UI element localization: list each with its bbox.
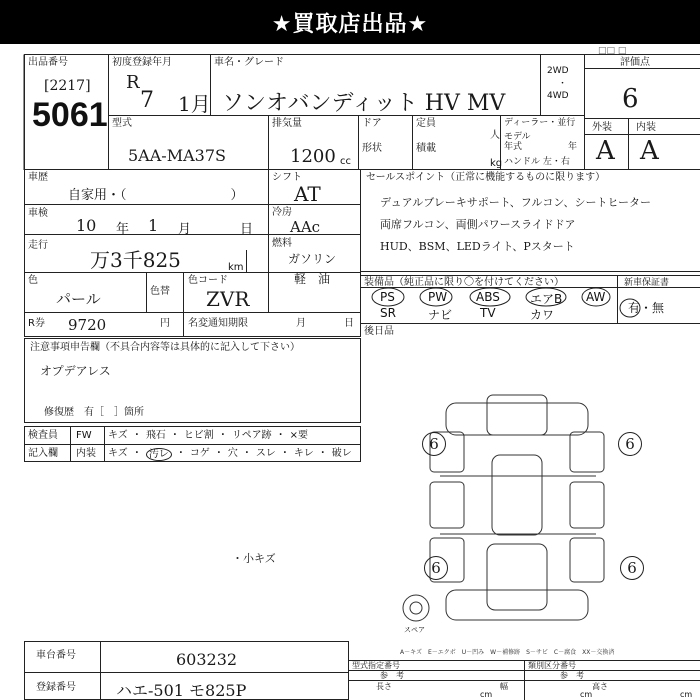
tire-mark-front-left: 6: [422, 432, 446, 456]
drive-2wd: 2WD: [547, 66, 569, 76]
legend-dirt: 汚レ: [146, 448, 172, 461]
reg-no: ハエ-501 モ825P: [116, 681, 247, 700]
length-label: 長さ: [376, 682, 392, 691]
height-unit: cm: [680, 690, 693, 699]
ac-value: AAc: [290, 218, 321, 236]
handle-label: ハンドル 左・右: [504, 157, 570, 167]
recycle-yen: 円: [160, 318, 170, 329]
legend-hibiware: ヒビ割: [183, 430, 214, 441]
equip-ps: PS: [380, 290, 395, 304]
inspection-label: 車検: [28, 208, 48, 219]
height-label: 高さ: [592, 682, 608, 691]
diagram-legend: A－キズ E－エクボ U－凹み W－補修跡 S－サビ C－腐食 XX－交換済: [400, 649, 615, 656]
model-type-label: 型式: [112, 118, 132, 129]
legend-hole: 穴: [227, 448, 238, 459]
length-unit: cm: [480, 690, 493, 699]
equip-aw: AW: [586, 290, 606, 304]
equip-navi: ナビ: [428, 308, 453, 322]
legend-burn: コゲ: [189, 448, 210, 459]
drive-separator: ・: [558, 79, 568, 89]
diagram-note: ・小キズ: [232, 552, 276, 565]
interior-label: 内装: [636, 122, 656, 133]
mileage-value: 万3千825: [90, 248, 181, 272]
color-code-label: 色コード: [188, 275, 228, 286]
recycle-value: 9720: [68, 316, 107, 334]
sales-point-2: 両席フルコン、両側パワースライドドア: [380, 218, 576, 231]
sales-point-1: デュアルブレーキサポート、フルコン、シートヒーター: [380, 196, 652, 209]
grade-label: 評価点: [620, 57, 650, 68]
grade-score: 6: [622, 84, 639, 114]
equipment-label: 装備品（純正品に限り〇を付けてください）: [364, 277, 564, 288]
kg-unit: kg: [490, 158, 503, 169]
legend-row-1: キズ ・ 飛石 ・ ヒビ割 ・ リペア跡 ・ ×要: [108, 430, 309, 441]
tire-mark-rear-right: 6: [620, 556, 644, 580]
entry-label: 記入欄: [28, 448, 58, 459]
shift-value: AT: [294, 182, 321, 206]
inspection-day-unit: 日: [240, 222, 254, 237]
fuel-label: 燃料: [272, 238, 292, 249]
naiso-label: 内装: [76, 448, 96, 459]
inspection-year: 10: [76, 216, 97, 235]
legend-tobiishi: 飛石: [145, 430, 166, 441]
fuel-value: ガソリン: [288, 252, 337, 266]
equip-leather: カワ: [530, 308, 555, 322]
dealer-label: ディーラー・並行: [504, 118, 576, 128]
model-year-unit: 年: [568, 142, 578, 152]
legend-cut: キレ: [293, 448, 314, 459]
width-unit: cm: [580, 690, 593, 699]
shift-label: シフト: [272, 172, 302, 183]
lot-number: 5061: [32, 96, 108, 134]
repair-label: 修復歴 有［ ］箇所: [44, 407, 144, 418]
equip-airbag: エアB: [530, 292, 563, 306]
usage-label: 車歴: [28, 172, 48, 183]
lot-number-label: 出品番号: [28, 57, 68, 68]
mileage-label: 走行: [28, 240, 48, 251]
model-year-label: モデル 年式: [504, 132, 531, 152]
name-change-label: 名変通知期限: [188, 318, 248, 329]
equip-sr: SR: [380, 306, 396, 320]
capacity-label: 定員: [416, 118, 436, 129]
sales-point-3: HUD、BSM、LEDライト、Pスタート: [380, 240, 575, 253]
chassis-no: 603232: [176, 650, 238, 669]
car-name: ソンオバンディット HV MV: [222, 91, 506, 116]
tire-mark-rear-left: 6: [424, 556, 448, 580]
usage-value: 自家用・（ ）: [68, 188, 244, 203]
first-reg-era: R: [126, 72, 140, 93]
first-reg-month: 1月: [178, 92, 211, 116]
inspection-year-unit: 年: [116, 222, 130, 237]
legend-tear: 破レ: [331, 448, 352, 459]
legend-repair: リペア跡: [231, 430, 272, 441]
first-reg-year: 7: [140, 88, 154, 113]
warranty-value: 有・無: [628, 301, 665, 315]
car-name-label: 車名・グレード: [214, 57, 284, 68]
notes-text: オプデアレス: [40, 364, 111, 378]
model-type: 5AA-MA37S: [128, 146, 226, 165]
ac-label: 冷房: [272, 207, 292, 218]
drive-4wd: 4WD: [547, 91, 569, 101]
fw-label: FW: [76, 430, 92, 441]
legend-kizu-2: キズ: [108, 448, 128, 459]
legend-kizu: キズ: [108, 430, 128, 441]
exterior-label: 外装: [592, 122, 612, 133]
legend-row-2: キズ ・ 汚レ ・ コゲ ・ 穴 ・ スレ ・ キレ ・ 破レ: [108, 448, 352, 460]
exterior-grade: A: [596, 136, 615, 166]
tire-mark-front-right: 6: [618, 432, 642, 456]
equip-tv: TV: [480, 306, 496, 320]
legend-need: ×要: [289, 430, 309, 441]
color-code: ZVR: [206, 287, 250, 311]
chassis-no-label: 車台番号: [36, 650, 76, 661]
recycle-label: R券: [28, 318, 45, 329]
equip-pw: PW: [428, 290, 448, 304]
person-unit: 人: [490, 130, 500, 141]
name-change-day: 日: [344, 318, 354, 329]
corner-mark: □□ □: [598, 46, 627, 56]
fuel-options: 軽 油: [294, 272, 331, 286]
inspection-month-unit: 月: [178, 222, 192, 237]
first-reg-label: 初度登録年月: [112, 57, 172, 68]
equip-abs: ABS: [476, 290, 500, 304]
ref-label-1: 参 考: [380, 671, 404, 680]
cc-unit: cc: [340, 156, 351, 167]
name-change-month: 月: [296, 318, 306, 329]
width-label: 幅: [500, 682, 508, 691]
displacement-label: 排気量: [272, 118, 302, 129]
warranty-label: 新車保証書: [624, 278, 670, 288]
door-label: ドア: [362, 118, 382, 129]
category-no-label: 類別区分番号: [528, 661, 576, 670]
displacement: 1200: [290, 146, 336, 167]
equipment-circles: [360, 286, 700, 324]
reg-no-label: 登録番号: [36, 682, 76, 693]
color-label: 色: [28, 275, 38, 286]
sales-points-label: セールスポイント（正常に機能するものに限ります）: [366, 172, 606, 183]
ref-label-2: 参 考: [560, 671, 584, 680]
mileage-unit: km: [228, 262, 244, 273]
color-change-label: 色替: [150, 286, 170, 297]
inspection-month: 1: [148, 216, 159, 235]
page-banner: ★買取店出品★: [0, 0, 700, 44]
rear-seat-label: 後日品: [364, 326, 394, 337]
model-designation-label: 型式指定番号: [352, 661, 400, 670]
legend-rub: スレ: [255, 448, 276, 459]
shape-label: 形状: [362, 143, 382, 154]
load-label: 積載: [416, 143, 436, 154]
color-value: パール: [56, 290, 101, 308]
lot-sub: [2217]: [44, 78, 91, 94]
inspector-label: 検査員: [28, 430, 58, 441]
interior-grade: A: [640, 136, 659, 166]
notes-label: 注意事項申告欄（不具合内容等は具体的に記入して下さい）: [30, 342, 300, 353]
car-diagram: [403, 395, 604, 621]
spare-label: スペア: [404, 626, 425, 634]
